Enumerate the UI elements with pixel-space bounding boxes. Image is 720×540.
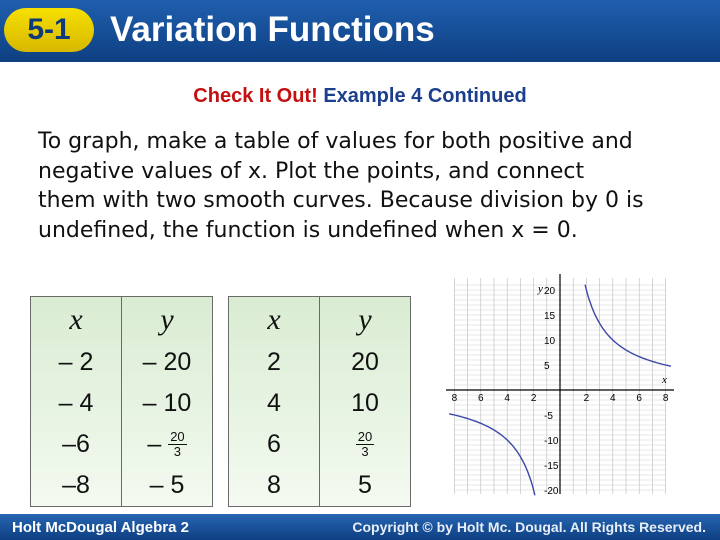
table-cell: –8 (31, 465, 122, 507)
fraction (168, 430, 186, 459)
table-header-x: x (229, 297, 320, 343)
x-tick-label: 8 (662, 393, 669, 404)
x-tick-label: 2 (583, 393, 590, 404)
instruction-paragraph (38, 127, 698, 245)
table-cell-fraction (320, 424, 411, 465)
table-row (31, 465, 213, 507)
y-tick-label: 20 (544, 286, 556, 297)
x-tick-label: 8 (451, 393, 458, 404)
publisher-label: Holt McDougal Algebra 2 (12, 519, 189, 536)
curve-positive-branch (585, 285, 671, 367)
table-row (31, 383, 213, 424)
fraction-denominator: 3 (173, 444, 182, 460)
table-negative-values (30, 296, 213, 507)
table-cell: 10 (351, 389, 379, 417)
curve-negative-branch (449, 414, 535, 496)
table-header-y: y (160, 302, 174, 336)
y-tick-label: 10 (544, 336, 556, 347)
table-cell: –6 (31, 424, 122, 465)
table-row (229, 383, 411, 424)
y-tick-label: -20 (544, 486, 559, 497)
y-tick-label: 15 (544, 311, 556, 322)
fraction-denominator: 3 (361, 444, 369, 460)
table-cell: 8 (229, 465, 320, 507)
reciprocal-graph (440, 270, 680, 498)
table-cell: 6 (229, 424, 320, 465)
paragraph-line: undefined, the function is undefined when x = 0. (38, 217, 578, 243)
table-cell: 5 (358, 471, 372, 499)
y-tick-label: 5 (544, 361, 550, 372)
lesson-title: Variation Functions (110, 10, 435, 49)
fraction-sign: – (147, 429, 162, 458)
table-positive-values (228, 296, 411, 507)
y-tick-label: -15 (544, 461, 559, 472)
fraction (356, 430, 374, 459)
table-cell: – 2 (31, 342, 122, 383)
y-tick-label: -10 (544, 436, 559, 447)
table-header-x: x (31, 297, 122, 343)
table-row (31, 424, 213, 465)
table-cell: 2 (229, 342, 320, 383)
paragraph-line: them with two smooth curves. Because division by 0 is (38, 188, 644, 213)
x-tick-label: 4 (610, 393, 616, 404)
copyright-label: Copyright © by Holt Mc. Dougal. All Rights Reserved. (352, 519, 706, 535)
paragraph-line: negative values of x. Plot the points, and connect (38, 158, 585, 184)
fraction-numerator: 20 (170, 429, 185, 445)
table-row (229, 424, 411, 465)
x-tick-label: 4 (504, 393, 510, 404)
x-tick-label: 6 (478, 393, 484, 404)
x-axis-label: x (662, 374, 667, 386)
table-cell: – 10 (142, 389, 192, 417)
table-cell: – 20 (142, 348, 192, 376)
header-bar (0, 0, 720, 62)
table-cell: 4 (229, 383, 320, 424)
paragraph-line: To graph, make a table of values for both positive and (38, 129, 633, 154)
example-label: Example 4 Continued (323, 85, 527, 107)
table-cell-fraction (122, 424, 213, 465)
table-cell: 20 (351, 348, 379, 376)
table-cell: – 4 (31, 383, 122, 424)
lesson-badge: 5-1 (4, 8, 94, 52)
y-tick-label: -5 (544, 411, 553, 422)
y-axis-label: y (538, 283, 543, 295)
example-subtitle (0, 85, 720, 108)
table-row (31, 342, 213, 383)
check-it-out-label: Check It Out! (193, 85, 318, 107)
fraction-numerator: 20 (357, 429, 373, 445)
x-tick-label: 6 (636, 393, 642, 404)
x-tick-label: 2 (530, 393, 537, 404)
table-row (229, 465, 411, 507)
footer-bar (0, 514, 720, 540)
table-header-y: y (358, 302, 372, 336)
table-row (229, 342, 411, 383)
table-cell: – 5 (149, 471, 185, 499)
